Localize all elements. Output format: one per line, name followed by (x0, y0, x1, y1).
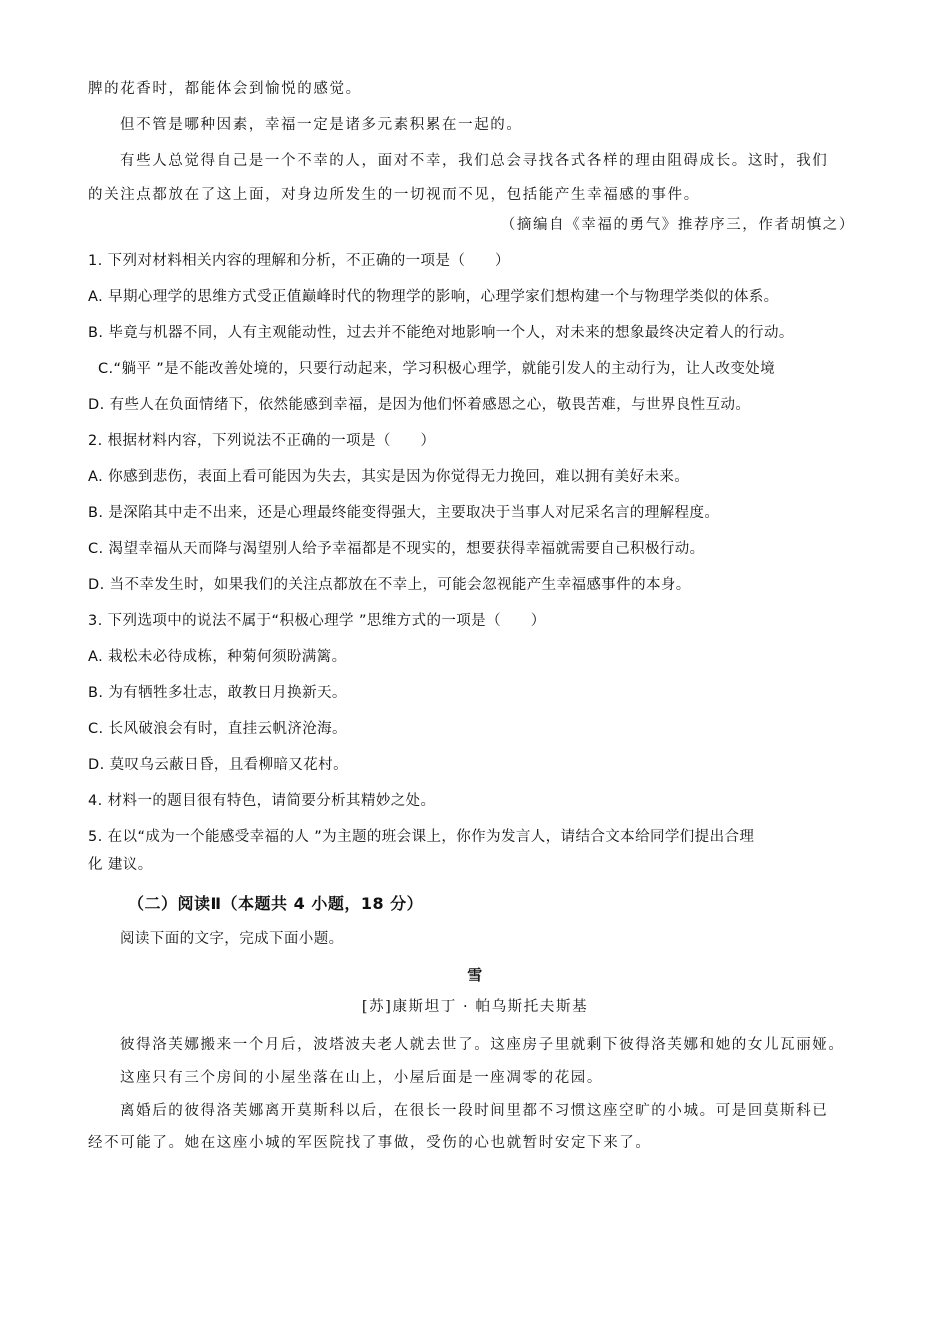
question-1-option-a: A. 早期心理学的思维方式受正值巅峰时代的物理学的影响，心理学家们想构建一个与物理学类似的体系。 (88, 289, 779, 305)
story-author: [苏]康斯坦丁 · 帕乌斯托夫斯基 (361, 999, 589, 1015)
passage-paragraph-3-line-2: 的关注点都放在了这上面，对身边所发生的一切视而不见，包括能产生幸福感的事件。 (88, 187, 700, 203)
question-5-line-1: 5. 在以“成为一个能感受幸福的人 ”为主题的班会课上，你作为发言人，请结合文本给同学们提出合理 (88, 829, 755, 845)
section-two-heading: （二）阅读Ⅱ（本题共 4 小题，18 分） (128, 894, 424, 913)
passage-paragraph-end: 脾的花香时，都能体会到愉悦的感觉。 (88, 81, 362, 97)
question-2-option-a: A. 你感到悲伤，表面上看可能因为失去，其实是因为你觉得无力挽回，难以拥有美好未来。 (88, 469, 690, 485)
question-2-option-c: C. 渴望幸福从天而降与渴望别人给予幸福都是不现实的，想要获得幸福就需要自己积极行动。 (88, 541, 705, 557)
story-paragraph-3-line-2: 经不可能了。她在这座小城的军医院找了事做，受伤的心也就暂时安定下来了。 (88, 1135, 652, 1151)
section-two-instruction: 阅读下面的文字，完成下面小题。 (120, 931, 344, 947)
question-5-line-2: 化 建议。 (88, 857, 153, 873)
question-3-option-a: A. 栽松未必待成栋，种菊何须盼满篱。 (88, 649, 347, 665)
question-2-option-b: B. 是深陷其中走不出来，还是心理最终能变得强大，主要取决于当事人对尼采名言的理解程度。 (88, 505, 720, 521)
question-1-option-c: C.“躺平 ”是不能改善处境的，只要行动起来，学习积极心理学，就能引发人的主动行为，让人改变处境 (98, 361, 776, 377)
question-1-option-b: B. 毕竟与机器不同，人有主观能动性，过去并不能绝对地影响一个人，对未来的想象最终决定着人的行动。 (88, 325, 794, 341)
question-3-option-c: C. 长风破浪会有时，直挂云帆济沧海。 (88, 721, 347, 737)
story-title: 雪 (467, 966, 483, 984)
question-1-option-d: D. 有些人在负面情绪下，依然能感到幸福，是因为他们怀着感恩之心，敬畏苦难，与世界良性互动。 (88, 397, 751, 413)
passage-paragraph-2: 但不管是哪种因素，幸福一定是诸多元素积累在一起的。 (120, 117, 523, 133)
question-2-option-d: D. 当不幸发生时，如果我们的关注点都放在不幸上，可能会忽视能产生幸福感事件的本身。 (88, 577, 691, 593)
question-3-option-d: D. 莫叹乌云蔽日昏，且看柳暗又花村。 (88, 757, 348, 773)
story-paragraph-2: 这座只有三个房间的小屋坐落在山上，小屋后面是一座凋零的花园。 (120, 1070, 603, 1086)
story-paragraph-1: 彼得洛芙娜搬来一个月后，波塔波夫老人就去世了。这座房子里就剩下彼得洛芙娜和她的女儿瓦丽娅。 (120, 1037, 845, 1053)
question-3-option-b: B. 为有牺牲多壮志，敢教日月换新天。 (88, 685, 347, 701)
question-3-stem: 3. 下列选项中的说法不属于“积极心理学 ”思维方式的一项是（ ） (88, 613, 546, 629)
question-2-stem: 2. 根据材料内容，下列说法不正确的一项是（ ） (88, 433, 436, 449)
question-1-stem: 1. 下列对材料相关内容的理解和分析，不正确的一项是（ ） (88, 253, 510, 269)
passage-source: （摘编自《幸福的勇气》推荐序三，作者胡慎之） (500, 217, 855, 233)
question-4: 4. 材料一的题目很有特色，请简要分析其精妙之处。 (88, 793, 436, 809)
story-paragraph-3-line-1: 离婚后的彼得洛芙娜离开莫斯科以后，在很长一段时间里都不习惯这座空旷的小城。可是回莫斯科已 (120, 1103, 829, 1119)
passage-paragraph-3-line-1: 有些人总觉得自己是一个不幸的人，面对不幸，我们总会寻找各式各样的理由阻碍成长。这时，我们 (120, 153, 829, 169)
